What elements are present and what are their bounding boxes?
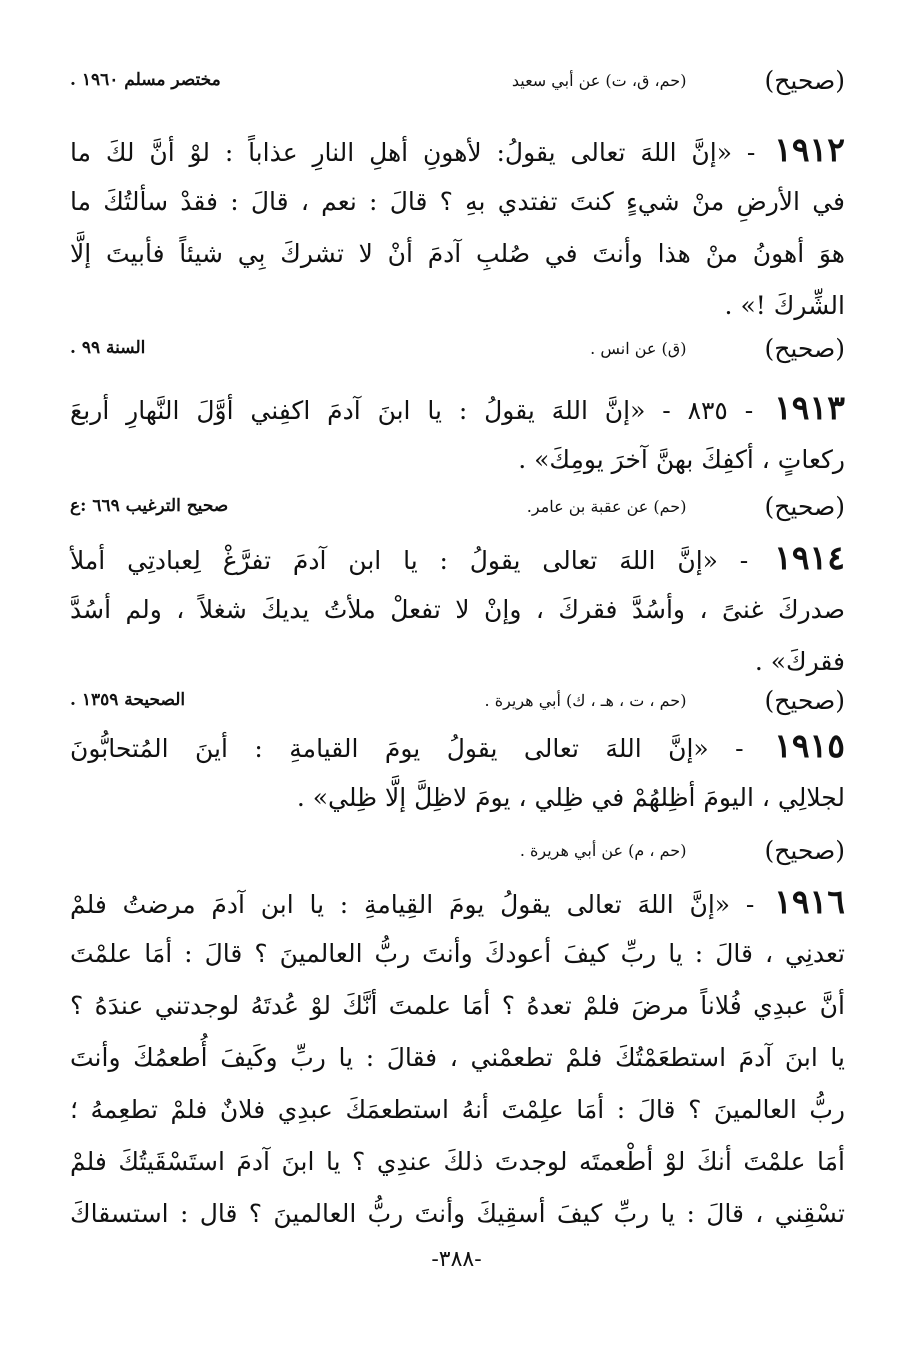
citation-label: السنة ٩٩ . [70, 338, 146, 358]
grade-label: (صحيح) [764, 333, 845, 363]
hadith-number: ١٩١٥ [774, 726, 845, 765]
hadith-1916-line-4: يا ابنَ آدمَ استطعَمْتُكَ فلمْ تطعمْني ، فقالَ : يا ربِّ وكَيفَ أُطعمُكَ وأنتَ [70, 1043, 845, 1072]
hadith-1913-line-2: ركعاتٍ ، أكفِكَ بهنَّ آخرَ يومِكَ» . [518, 445, 845, 474]
hadith-number: ١٩١٦ [774, 882, 846, 921]
citation-label: مختصر مسلم ١٩٦٠ . [70, 70, 221, 90]
hadith-reference-line [70, 324, 845, 372]
hadith-text: - ٨٣٥ - «إنَّ اللهَ يقولُ : يا ابنَ آدمَ اكفِني أوَّلَ النَّهارِ أربعَ [70, 396, 754, 425]
hadith-1912-line-1 [70, 124, 845, 176]
sources-label: (حم، ق، ت) عن أبي سعيد [511, 70, 687, 90]
grade-label: (صحيح) [764, 491, 845, 521]
citation-label: الصحيحة ١٣٥٩ . [70, 690, 186, 710]
hadith-1914-line-1 [70, 532, 845, 584]
sources-label: (حم ، ت ، هـ ، ك) أبي هريرة . [484, 690, 687, 710]
hadith-1915-line-1 [70, 720, 845, 772]
grade-label: (صحيح) [764, 835, 845, 865]
hadith-number: ١٩١٣ [774, 388, 845, 427]
hadith-reference-line [70, 56, 845, 104]
hadith-text: - «إنَّ اللهَ تعالى يقولُ يومَ القِيامةِ : يا ابن آدمَ مرضتُ فلمْ [70, 890, 755, 919]
hadith-reference-line [70, 676, 845, 724]
hadith-1914-line-3: فقركَ» . [754, 647, 845, 676]
hadith-1916-line-7: تسْقِني ، قالَ : يا ربِّ كيفَ أسقِيكَ وأنتَ ربُّ العالمينَ ؟ قال : استسقاكَ [70, 1199, 845, 1228]
grade-label: (صحيح) [764, 685, 845, 715]
hadith-1916-line-2: تعدنِي ، قالَ : يا ربِّ كيفَ أعودكَ وأنتَ ربُّ العالمينَ ؟ قالَ : أمَا علمْتَ [70, 939, 845, 968]
citation-label: صحيح الترغيب ٦٦٩ :ع [70, 496, 229, 516]
sources-label: (حم ، م) عن أبي هريرة . [519, 840, 687, 860]
hadith-1915-line-2: لجلالِي ، اليومَ أظِلهُمْ في ظِلي ، يومَ لاظِلَّ إلَّا ظِلي» . [296, 783, 845, 812]
hadith-number: ١٩١٤ [774, 538, 845, 577]
grade-label: (صحيح) [764, 65, 845, 95]
hadith-number: ١٩١٢ [774, 130, 845, 169]
hadith-1916-line-6: أمَا علمْتَ أنكَ لوْ أطْعمتَه لوجدتَ ذلكَ عندِي ؟ يا ابنَ آدمَ استَسْقَيتُكَ فلمْ [70, 1147, 845, 1176]
hadith-text: - «إنَّ اللهَ تعالى يقولُ: لأهونِ أهلِ النارِ عذاباً : لوْ أنَّ لكَ ما [70, 138, 756, 167]
hadith-1912-line-4: الشِّركَ !» . [724, 291, 845, 320]
page-number: -٣٨٨- [431, 1247, 482, 1272]
hadith-reference-line [70, 482, 845, 530]
hadith-1912-line-2: في الأرضِ منْ شيءٍ كنتَ تفتدي بهِ ؟ قالَ : نعم ، قالَ : فقدْ سألتُكَ ما [70, 187, 845, 216]
hadith-1916-line-1 [70, 876, 845, 928]
hadith-text: - «إنَّ اللهَ تعالى يقولُ يومَ القيامةِ : أينَ المُتحابُّونَ [70, 734, 744, 763]
hadith-1912-line-3: هوَ أهونُ منْ هذا وأنتَ في صُلبِ آدمَ أنْ لا تشركَ بِي شيئاً فأبيتَ إلَّا [70, 239, 845, 268]
hadith-reference-line [70, 826, 845, 874]
hadith-text: - «إنَّ اللهَ تعالى يقولُ : يا ابن آدمَ تفرَّغْ لِعبادتِي أملأ [70, 546, 749, 575]
sources-label: (حم) عن عقبة بن عامر. [526, 496, 687, 516]
hadith-1914-line-2: صدركَ غنىً ، وأسُدَّ فقركَ ، وإنْ لا تفعلْ ملأتُ يديكَ شغلاً ، ولم أسُدَّ [70, 595, 845, 624]
hadith-1916-line-5: ربُّ العالمينَ ؟ قالَ : أمَا علِمْتَ أنهُ استطعمَكَ عبدِي فلانٌ فلمْ تطعِمهُ ؛ [70, 1095, 845, 1124]
sources-label: (ق) عن انس . [590, 338, 687, 358]
hadith-1913-line-1 [70, 382, 845, 434]
hadith-1916-line-3: أنَّ عبدِي فُلاناً مرضَ فلمْ تعدهُ ؟ أمَا علمتَ أنَّكَ لوْ عُدتَهُ لوجدتني عندَهُ ؟ [70, 991, 845, 1020]
